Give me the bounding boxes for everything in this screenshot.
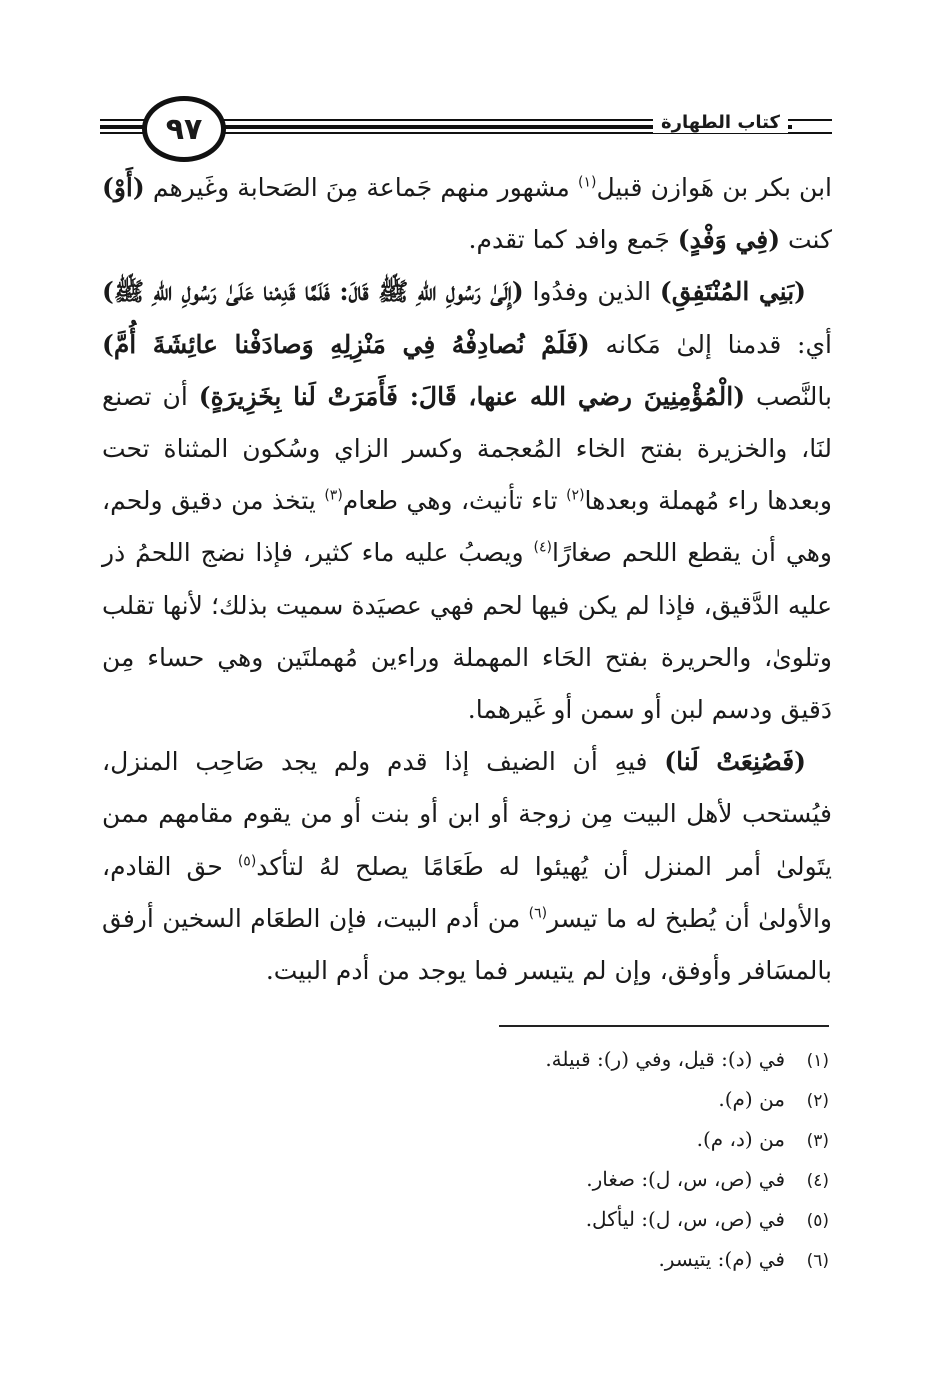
footnote-number: (٤): [806, 1171, 829, 1191]
text-run: أي: قدمنا إلىٰ مَكانه: [589, 329, 832, 359]
text-run: يتخذ من دقيق ولحم، وهي أن يقطع اللحم صغارًا: [102, 486, 832, 568]
page-header: [100, 92, 832, 162]
footnote-text: من (د، م).: [696, 1127, 785, 1151]
footnote-3: [229, 1120, 829, 1160]
matn-quote: (فِي وَفْدٍ): [677, 225, 781, 255]
text-run: من أدم البيت، فإن الطعَام السخين أرفق بالمسَافر وأوفق، وإن لم يتيسر فما يوجد من أدم البيت.: [102, 903, 832, 986]
matn-quote: (فَصُنِعَتْ لَنا): [664, 747, 806, 777]
footnote-number: (٦): [806, 1251, 829, 1271]
footnote-separator: [499, 1025, 829, 1027]
text-run: بالنَّصب: [745, 381, 832, 411]
main-text: [102, 162, 832, 997]
matn-quote: (الْمُؤْمِنِينَ رضي الله عنها، قَالَ: فَأَمَرَتْ لَنا بِخَزِيرَةٍ): [198, 381, 746, 411]
matn-quote: (أَوْ): [102, 173, 145, 202]
footnote-text: من (م).: [718, 1087, 785, 1111]
footnote-text: في (ص، س، ل): صغار.: [586, 1167, 785, 1191]
text-run: أن تصنع لنَا، والخزيرة بفتح الخاء المُعجمة وكسر الزاي وسُكون المثناة تحت وبعدها راء مُهملة وبعدها: [102, 381, 832, 516]
footnote-2: [229, 1080, 829, 1120]
footnote-ref-4[interactable]: (٤): [533, 540, 552, 557]
matn-quote: (إِلَىٰ رَسُولِ اللهِ ﷺ قَالَ: فَلَمَّا قَدِمْنا عَلَىٰ رَسُولِ اللهِ ﷺ): [102, 277, 524, 307]
footnote-ref-3[interactable]: (٣): [324, 487, 343, 504]
matn-quote: (بَنِي المُنْتَفِقِ): [659, 277, 806, 307]
footnote-text: في (م): يتيسر.: [658, 1247, 785, 1271]
text-run: فيهِ أن الضيف إذا قدم ولم يجد صَاحِب المنزل، فيُستحب لأهل البيت مِن زوجة أو ابن أو بنت أو من يقوم مقامهم ممن يتَولىٰ أمر المنزل أن يُهيئوا له طَعَامًا يصلح لهُ لتأكد: [102, 747, 832, 881]
paragraph-2: [102, 266, 832, 736]
footnote-1: [229, 1040, 829, 1080]
footnote-ref-1[interactable]: (١): [577, 174, 597, 191]
running-title: كتاب الطهارة: [653, 112, 788, 133]
text-run: الذين وفدُوا: [523, 277, 660, 307]
footnote-ref-6[interactable]: (٦): [528, 905, 548, 922]
text-run: مشهور منهم جَماعة مِنَ الصَحابة وغَيرهم: [144, 173, 578, 202]
footnote-4: [229, 1160, 829, 1200]
footnote-number: (٣): [806, 1131, 829, 1151]
footnote-number: (٢): [806, 1091, 829, 1111]
text-run: ويصبُ عليه ماء كثير، فإذا نضج اللحمُ ذر عليه الدَّقيق، فإذا لم يكن فيها لحم فهي عصيَدة سميت بذلك؛ لأنها تقلب وتلوىٰ، والحريرة بفتح الحَاء المهملة وراءين مُهملتَين وهي حساء مِن دَقيق ودسم لبن أو سمن أو غَيرهما.: [102, 538, 832, 725]
footnote-text: في (ص، س، ل): ليأكل.: [585, 1207, 785, 1231]
paragraph-3: [102, 736, 832, 997]
paragraph-1: [102, 162, 832, 266]
text-run: تاء تأنيث، وهي طعام: [342, 486, 567, 516]
text-run: حق القادم، والأولىٰ أن يُطبخ له ما تيسر: [102, 851, 832, 933]
footnote-number: (٥): [806, 1211, 829, 1231]
footnote-ref-2[interactable]: (٢): [566, 487, 585, 504]
footnote-5: [229, 1200, 829, 1240]
footnote-ref-5[interactable]: (٥): [237, 853, 257, 870]
text-run: كنت: [780, 225, 832, 255]
text-run: جَمع وافد كما تقدم.: [468, 225, 678, 255]
page-number: ٩٧: [142, 96, 226, 162]
text-run: ابن بكر بن هَوازن قبيل: [596, 173, 832, 202]
footnote-text: في (د): قيل، وفي (ر): قبيلة.: [545, 1047, 785, 1071]
footnote-6: [229, 1240, 829, 1280]
header-gap: [792, 124, 832, 132]
footnotes: [229, 1040, 829, 1280]
matn-quote: (فَلَمْ نُصادِفْهُ فِي مَنْزِلِهِ وَصادَفْنا عائِشَةَ أُمَّ): [102, 329, 590, 359]
footnote-number: (١): [806, 1051, 829, 1071]
